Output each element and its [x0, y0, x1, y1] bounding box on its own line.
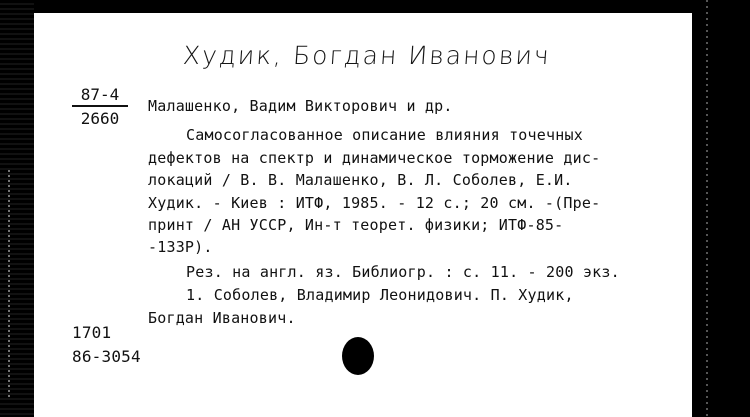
card-line-4: локаций / В. В. Малашенко, В. Л. Соболев, Е.И. [148, 171, 573, 189]
punch-hole [342, 337, 374, 375]
scan-left-border [0, 0, 34, 417]
card-line-9: 1. Соболев, Владимир Леонидович. П. Худик, [186, 286, 574, 304]
card-line-8: Рез. на англ. яз. Библиогр. : с. 11. - 200 экз. [186, 263, 620, 281]
card-line-2: Самосогласованное описание влияния точечных [186, 126, 583, 144]
scan-right-border [692, 0, 750, 417]
card-line-1: Малашенко, Вадим Викторович и др. [148, 97, 453, 115]
card-line-10: Богдан Иванович. [148, 309, 296, 327]
bottom-number-2: 86-3054 [72, 347, 141, 366]
card-line-3: дефектов на спектр и динамическое торможение дис- [148, 149, 601, 167]
call-number [72, 85, 128, 128]
card-line-6: принт / АН УССР, Ин-т теорет. физики; ИТФ-85- [148, 216, 564, 234]
card-line-7: -133Р). [148, 238, 213, 256]
call-number-top: 87-4 [72, 85, 128, 107]
handwritten-heading: Худик, Богдан Иванович [181, 41, 552, 70]
bottom-number-1: 1701 [72, 323, 112, 342]
call-number-bottom: 2660 [80, 109, 120, 128]
card-line-5: Худик. - Киев : ИТФ, 1985. - 12 с.; 20 см. -(Пре- [148, 194, 601, 212]
